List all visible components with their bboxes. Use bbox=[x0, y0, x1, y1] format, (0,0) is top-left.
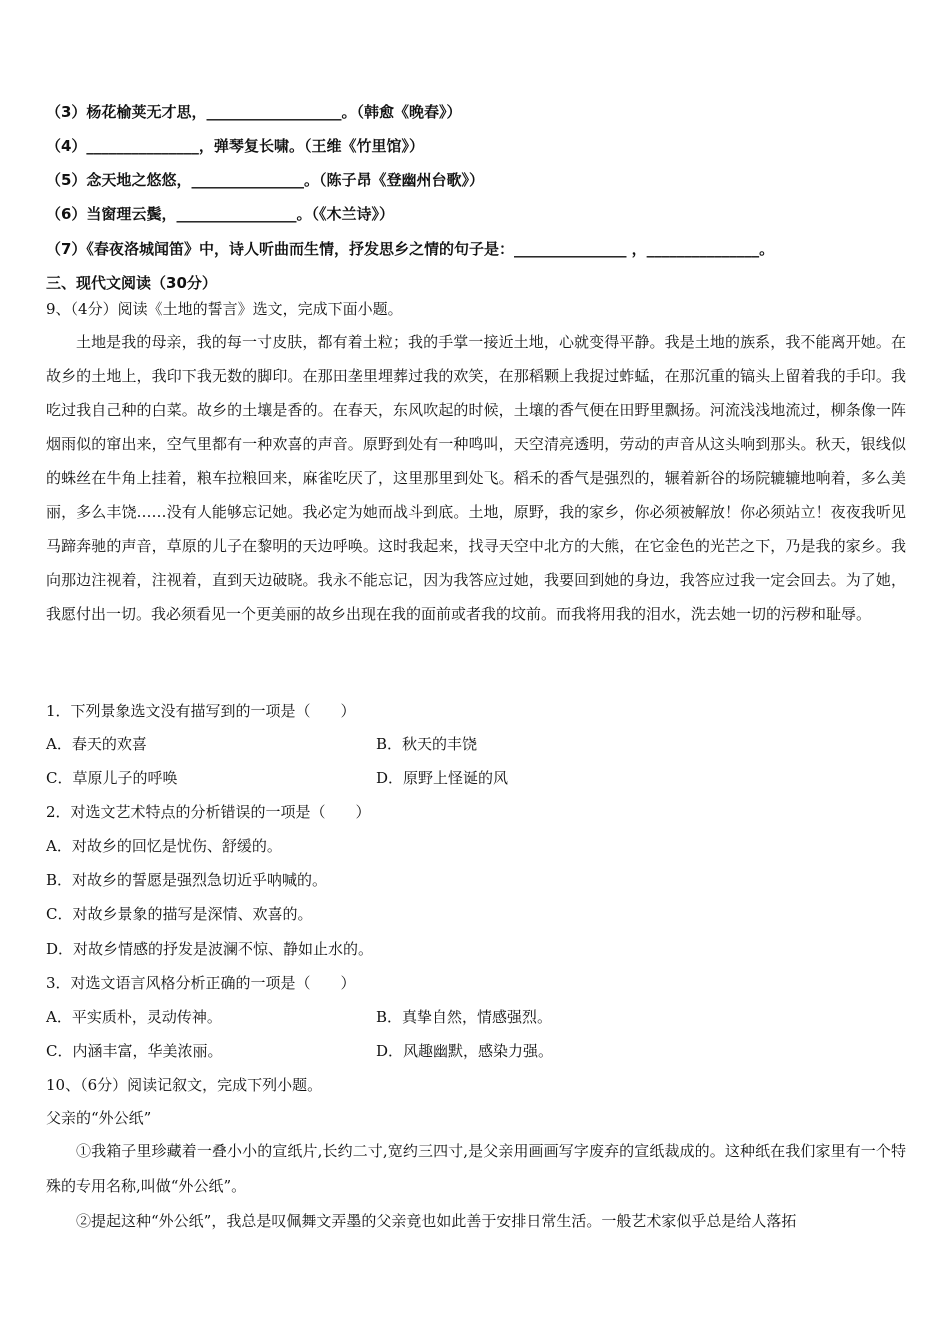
q9-sub1-option-c: C．草原儿子的呼唤 bbox=[46, 769, 178, 787]
q9-sub2-stem: 2．对选文艺术特点的分析错误的一项是（ ） bbox=[46, 803, 371, 821]
q9-sub3-option-c: C．内涵丰富，华美浓丽。 bbox=[46, 1042, 223, 1060]
q9-sub3-option-a: A．平实质朴，灵动传神。 bbox=[46, 1008, 222, 1026]
article-title: 父亲的“外公纸” bbox=[46, 1109, 152, 1127]
question-10-intro: 10、（6分）阅读记叙文，完成下列小题。 bbox=[46, 1076, 323, 1094]
fill-blank-4: （4）_______________，弹琴复长啸。（王维《竹里馆》） bbox=[46, 137, 424, 155]
q9-sub2-option-d: D．对故乡情感的抒发是波澜不惊、静如止水的。 bbox=[46, 940, 374, 958]
question-9-intro: 9、（4分）阅读《土地的誓言》选文，完成下面小题。 bbox=[46, 300, 403, 318]
fill-blank-6: （6）当窗理云鬓，________________。（《木兰诗》） bbox=[46, 205, 394, 223]
q9-sub2-option-a: A．对故乡的回忆是忧伤、舒缓的。 bbox=[46, 837, 282, 855]
q9-sub1-option-a: A．春天的欢喜 bbox=[46, 735, 147, 753]
q9-sub1-option-d: D．原野上怪诞的风 bbox=[376, 769, 509, 787]
q9-sub2-option-c: C．对故乡景象的描写是深情、欢喜的。 bbox=[46, 905, 313, 923]
fill-blank-3: （3）杨花榆荚无才思，__________________。（韩愈《晚春》） bbox=[46, 103, 462, 121]
q9-sub3-option-d: D．风趣幽默，感染力强。 bbox=[376, 1042, 554, 1060]
fill-blank-7: （7）《春夜洛城闻笛》中，诗人听曲而生情，抒发思乡之情的句子是：_______________ ，_______________。 bbox=[46, 240, 775, 258]
question-9-passage: 土地是我的母亲，我的每一寸皮肤，都有着土粒；我的手掌一接近土地，心就变得平静。我是土地的族系，我不能离开她。在故乡的土地上，我印下我无数的脚印。在那田垄里埋葬过我的欢笑，在那稻颗上我捉过蚱蜢，在那沉重的镐头上留着我的手印。我吃过我自己种的白菜。故乡的土壤是香的。在春天，东风吹起的时候，土壤的香气便在田野里飘扬。河流浅浅地流过，柳条像一阵烟雨似的窜出来，空气里都有一种欢喜的声音。原野到处有一种鸣叫，天空清亮透明，劳动的声音从这头响到那头。秋天，银线似的蛛丝在牛角上挂着，粮车拉粮回来，麻雀吃厌了，这里那里到处飞。稻禾的香气是强烈的，辗着新谷的场院辘辘地响着，多么美丽，多么丰饶……没有人能够忘记她。我必定为她而战斗到底。土地，原野，我的家乡，你必须被解放！你必须站立！夜夜我听见马蹄奔驰的声音，草原的儿子在黎明的天边呼唤。这时我起来，找寻天空中北方的大熊，在它金色的光芒之下，乃是我的家乡。我向那边注视着，注视着，直到天边破晓。我永不能忘记，因为我答应过她，我要回到她的身边，我答应过我一定会回去。为了她，我愿付出一切。我必须看见一个更美丽的故乡出现在我的面前或者我的坟前。而我将用我的泪水，洗去她一切的污秽和耻辱。 bbox=[46, 333, 906, 623]
q9-sub3-option-b: B．真挚自然，情感强烈。 bbox=[376, 1008, 553, 1026]
section-title: 三、现代文阅读（30分） bbox=[46, 274, 217, 292]
article-paragraph-2: ②提起这种“外公纸”，我总是叹佩舞文弄墨的父亲竟也如此善于安排日常生活。一般艺术家似乎总是给人落拓 bbox=[76, 1212, 797, 1230]
q9-sub2-option-b: B．对故乡的誓愿是强烈急切近乎呐喊的。 bbox=[46, 871, 328, 889]
article-paragraph-1: ①我箱子里珍藏着一叠小小的宣纸片,长约二寸,宽约三四寸,是父亲用画画写字废弃的宣纸裁成的。这种纸在我们家里有一个特殊的专用名称,叫做“外公纸”。 bbox=[46, 1142, 906, 1195]
fill-blank-5: （5）念天地之悠悠，_______________。（陈子昂《登幽州台歌》） bbox=[46, 171, 484, 189]
q9-sub3-stem: 3．对选文语言风格分析正确的一项是（ ） bbox=[46, 974, 356, 992]
q9-sub1-option-b: B．秋天的丰饶 bbox=[376, 735, 478, 753]
q9-sub1-stem: 1．下列景象选文没有描写到的一项是（ ） bbox=[46, 702, 356, 720]
